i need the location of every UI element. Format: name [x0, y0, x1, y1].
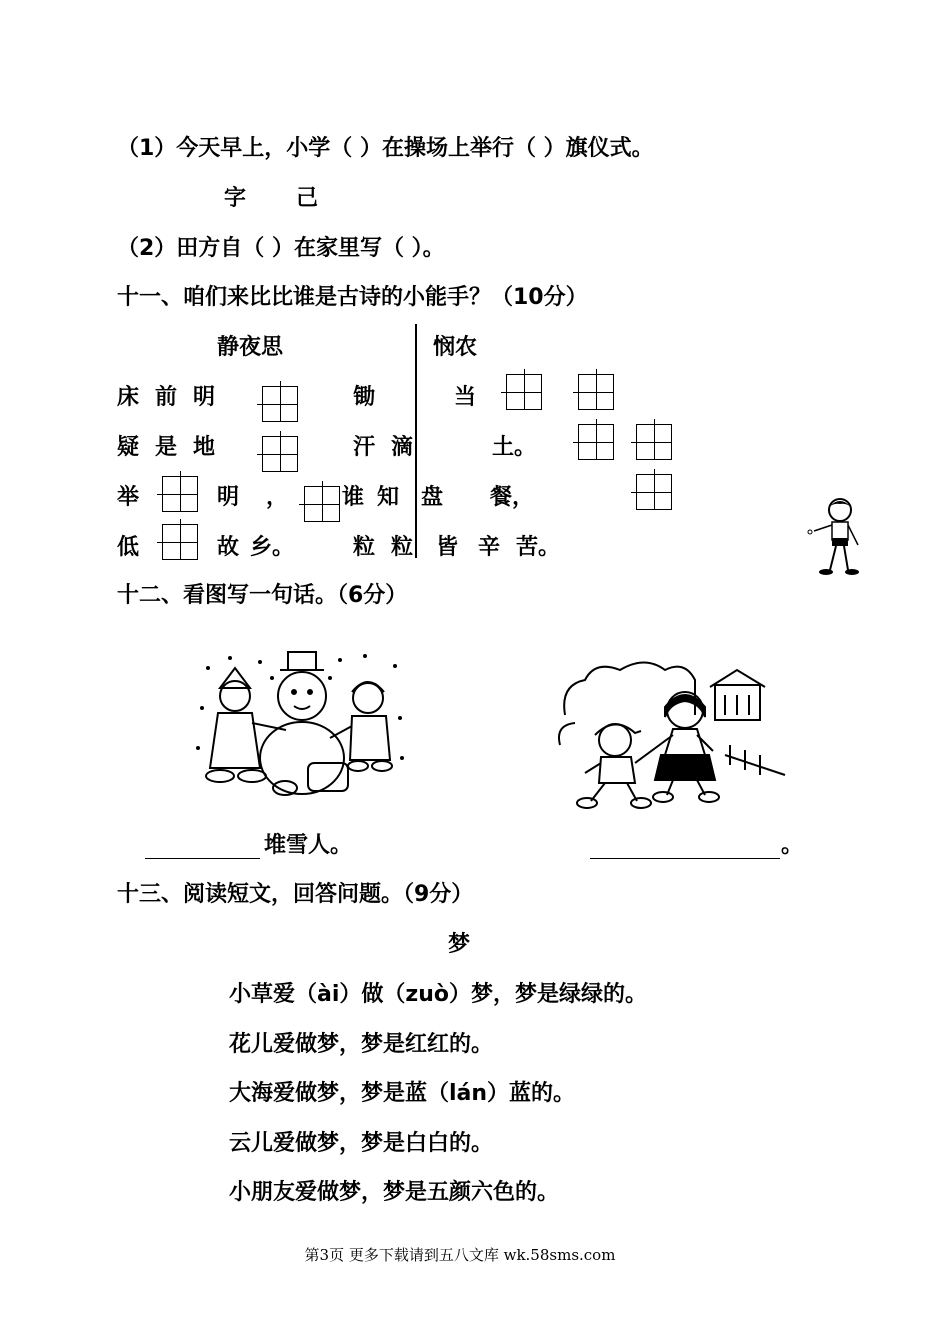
- poem2-char: 知: [377, 485, 400, 510]
- children-walking-picture: [555, 655, 790, 815]
- writing-grid-box[interactable]: [578, 374, 614, 410]
- poem-divider: [415, 324, 417, 558]
- poem2-char: 汗: [353, 435, 376, 460]
- writing-grid-box[interactable]: [636, 474, 672, 510]
- poem1-char: 故: [217, 535, 240, 560]
- poem2-char: 谁: [342, 485, 365, 510]
- passage-title: 梦: [448, 932, 471, 957]
- poem2-char: 辛: [478, 535, 501, 560]
- q12-sentence-1-suffix: 堆雪人。: [264, 833, 353, 858]
- writing-grid-box[interactable]: [578, 424, 614, 460]
- q10-option-1: 字: [224, 186, 247, 211]
- poem1-char: ，: [266, 485, 289, 510]
- q13-heading: 十三、阅读短文，回答问题。（9分）: [117, 882, 474, 907]
- q10-sentence-2: （2）田方自（ ）在家里写（ ）。: [117, 236, 445, 261]
- writing-grid-box[interactable]: [304, 486, 340, 522]
- q10-sentence-1: （1）今天早上，小学（ ）在操场上举行（ ）旗仪式。: [117, 136, 654, 161]
- writing-grid-box[interactable]: [506, 374, 542, 410]
- passage-line: 小草爱（ài）做（zuò）梦，梦是绿绿的。: [229, 982, 647, 1007]
- passage-line: 大海爱做梦，梦是蓝（lán）蓝的。: [229, 1081, 576, 1106]
- poem2-char: 粒: [391, 535, 414, 560]
- page-footer: 第3页 更多下载请到五八文库 wk.58sms.com: [304, 1246, 616, 1264]
- poem1-title: 静夜思: [217, 335, 284, 360]
- answer-blank-1[interactable]: [145, 836, 260, 859]
- poem1-char: 乡。: [250, 535, 295, 560]
- poem2-char: 锄: [353, 385, 376, 410]
- passage-line: 小朋友爱做梦，梦是五颜六色的。: [229, 1180, 560, 1205]
- poem2-title: 悯农: [433, 335, 478, 360]
- writing-grid-box[interactable]: [262, 386, 298, 422]
- poem2-char: 餐，: [490, 485, 535, 510]
- poem2-char: 粒: [353, 535, 376, 560]
- poem1-char: 是: [155, 435, 178, 460]
- poem1-char: 明: [217, 485, 240, 510]
- poem2-char: 皆: [436, 535, 459, 560]
- snowman-picture: [190, 648, 410, 818]
- writing-grid-box[interactable]: [262, 436, 298, 472]
- poem1-char: 地: [193, 435, 216, 460]
- poem1-char: 疑: [117, 435, 140, 460]
- child-figure-illustration: [800, 495, 870, 580]
- q11-heading: 十一、咱们来比比谁是古诗的小能手？（10分）: [117, 285, 588, 310]
- poem2-char: 当: [454, 385, 477, 410]
- poem1-char: 明: [193, 385, 216, 410]
- q12-heading: 十二、看图写一句话。（6分）: [117, 583, 408, 608]
- poem1-char: 前: [155, 385, 178, 410]
- poem1-char: 低: [117, 535, 140, 560]
- poem2-char: 滴: [391, 435, 414, 460]
- poem2-char: 盘: [421, 485, 444, 510]
- poem2-char: 土。: [492, 435, 537, 460]
- q12-sentence-2-suffix: 。: [781, 833, 804, 858]
- q10-option-2: 己: [296, 186, 319, 211]
- writing-grid-box[interactable]: [162, 524, 198, 560]
- passage-line: 云儿爱做梦，梦是白白的。: [229, 1131, 494, 1156]
- poem1-char: 床: [117, 385, 140, 410]
- poem2-char: 苦。: [516, 535, 561, 560]
- answer-blank-2[interactable]: [590, 836, 780, 859]
- poem1-char: 举: [117, 485, 140, 510]
- writing-grid-box[interactable]: [636, 424, 672, 460]
- passage-line: 花儿爱做梦，梦是红红的。: [229, 1032, 494, 1057]
- writing-grid-box[interactable]: [162, 476, 198, 512]
